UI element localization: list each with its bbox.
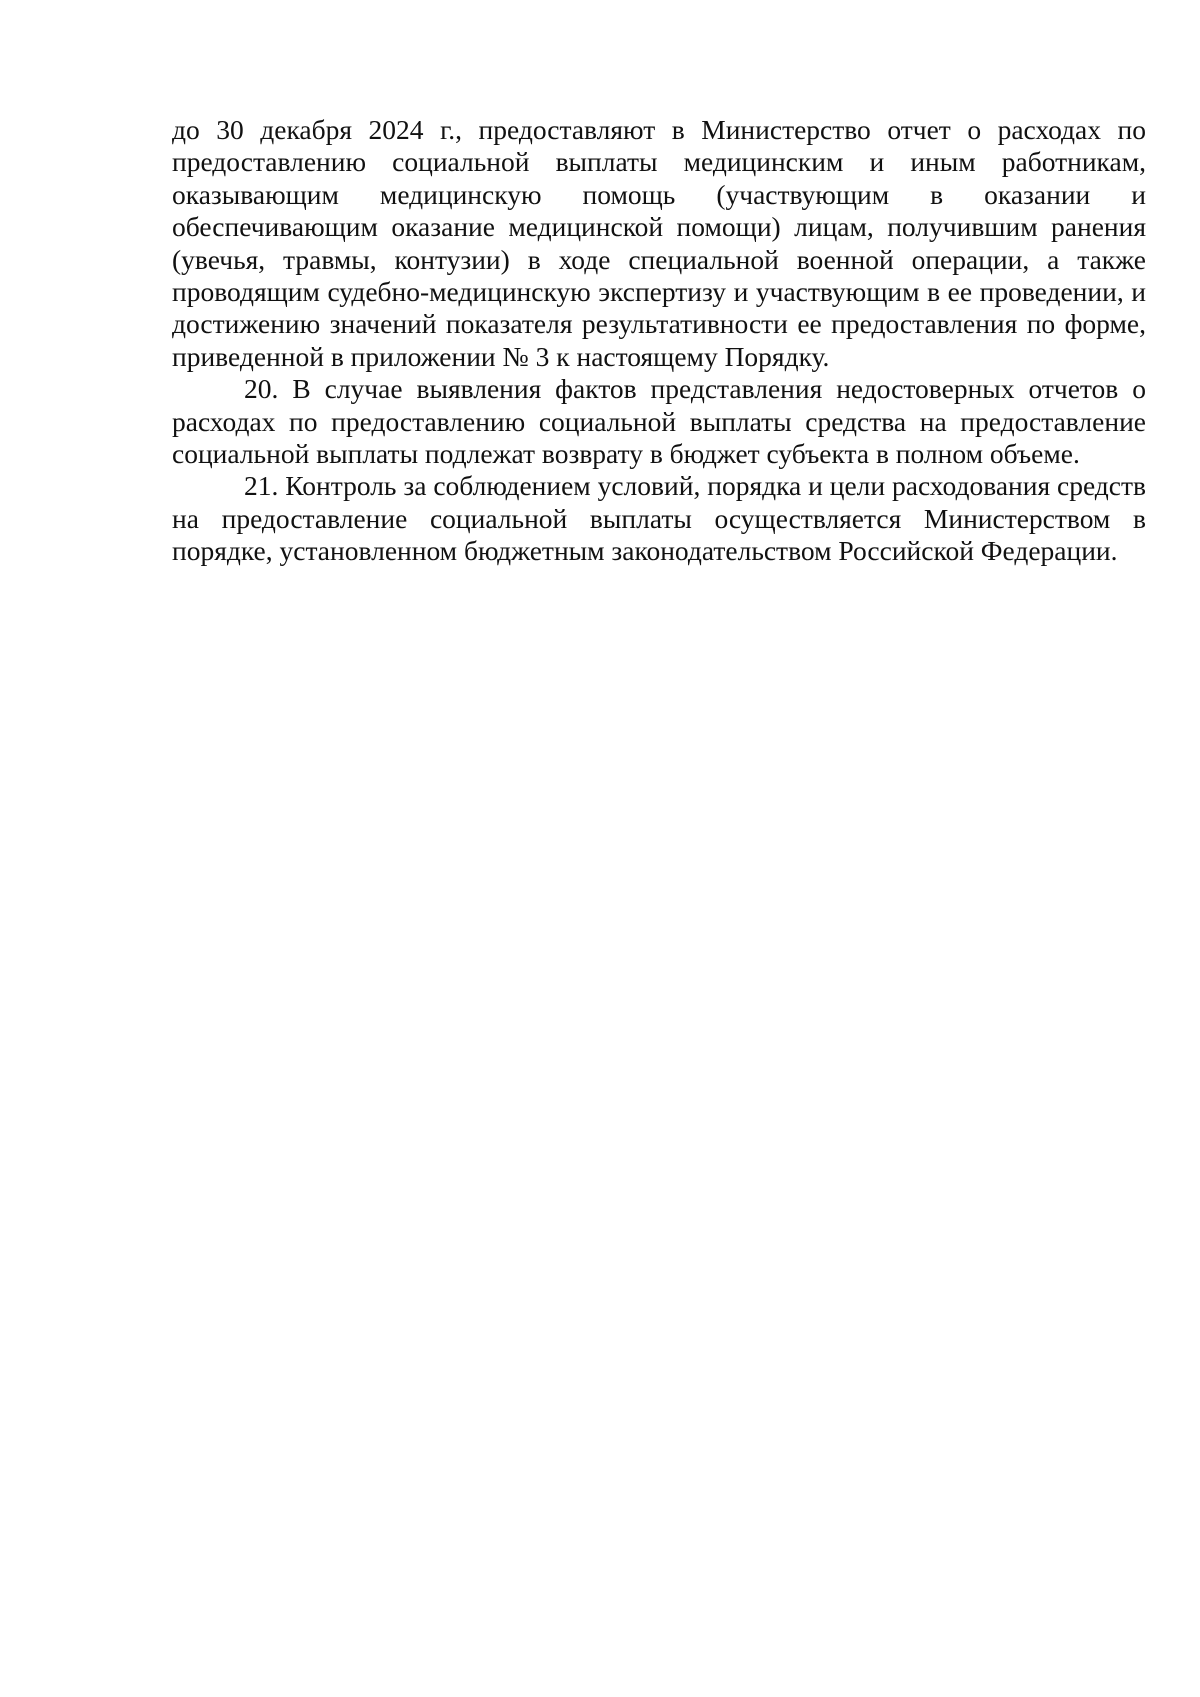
document-body [172,114,1146,568]
paragraph-number: 21. [244,470,279,502]
paragraph-text: В случае выявления фактов представления недостоверных отчетов о расходах по предоставлению социальной выплаты средства на предоставление социальной выплаты подлежат возврату в бюджет субъекта в полном объеме. [172,373,1146,470]
paragraph-continuation [172,114,1146,373]
paragraph-21 [172,470,1146,567]
paragraph-text: до 30 декабря 2024 г., предоставляют в Министерство отчет о расходах по предоставлению социальной выплаты медицинским и иным работникам, оказывающим медицинскую помощь (участвующим в оказании и обеспечивающим оказание медицинской помощи) лицам, получившим ранения (увечья, травмы, контузии) в ходе специальной военной операции, а также проводящим судебно-медицинскую экспертизу и участвующим в ее проведении, и достижению значений показателя результативности ее предоставления по форме, приведенной в приложении № 3 к настоящему Порядку. [172,114,1146,372]
paragraph-20 [172,373,1146,470]
paragraph-text: Контроль за соблюдением условий, порядка и цели расходования средств на предоставление социальной выплаты осуществляется Министерством в порядке, установленном бюджетным законодательством Российской Федерации. [172,470,1147,567]
paragraph-number: 20. [244,373,279,405]
